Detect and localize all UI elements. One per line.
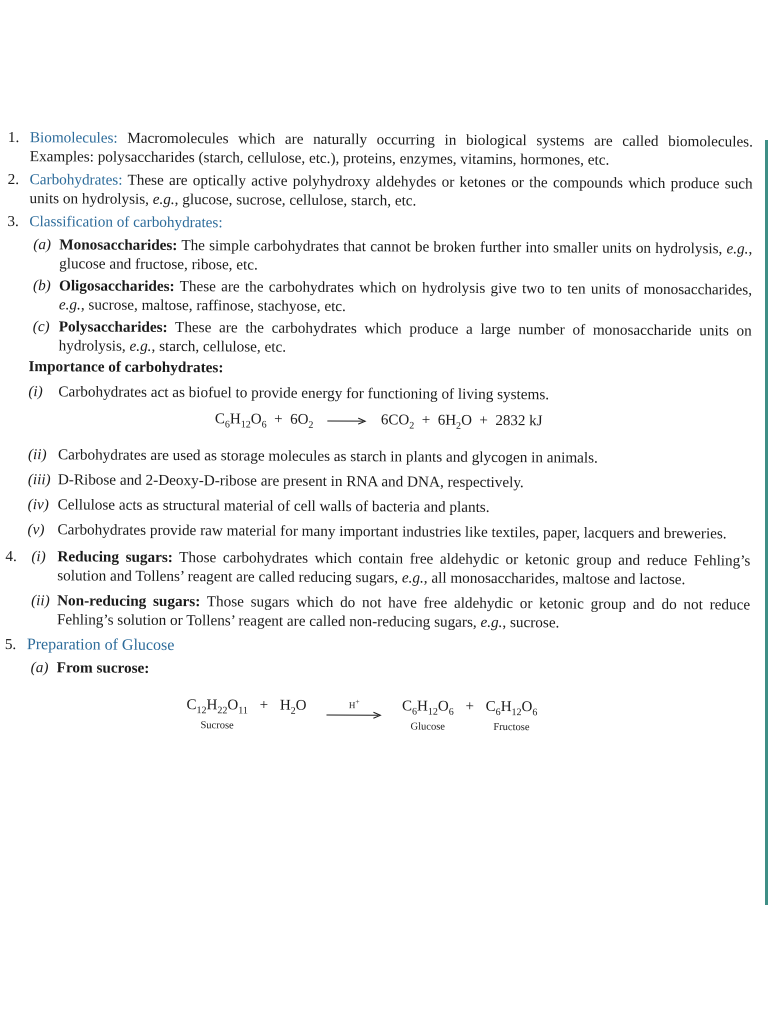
classification-oligosaccharides [33, 276, 752, 318]
eq-plus: + [479, 412, 488, 429]
importance-point [27, 520, 750, 543]
formula-caption: Sucrose [200, 720, 234, 732]
eq-text: H [229, 411, 241, 428]
formula-caption: Glucose [410, 721, 446, 733]
sugar-non-reducing [5, 591, 750, 634]
item-preparation-glucose [5, 635, 750, 659]
item-heading: Carbohydrates: [29, 171, 123, 189]
point-text: Carbohydrates provide raw material for many important industries like textiles, paper, lacquers and breweries. [57, 521, 727, 543]
sub-text: , starch, cellulose, etc. [151, 337, 287, 356]
reagent-text: H [348, 700, 356, 711]
sub-label: (c) [32, 318, 50, 336]
eq-plus [465, 698, 474, 717]
item-number: 4. [5, 547, 17, 566]
sub-text: , sucrose, maltose, raffinose, stachyose, etc. [80, 296, 346, 316]
eq-sub: 12 [511, 707, 522, 719]
importance-point [28, 470, 751, 493]
eg-abbrev: e.g. [152, 190, 175, 209]
eg-abbrev: e.g. [58, 296, 81, 314]
eq-text: C [401, 698, 413, 715]
eq-text: O [461, 412, 472, 429]
item-classification [7, 212, 752, 236]
reagent-label [326, 697, 382, 710]
reaction-condition [326, 697, 382, 720]
eq-sub: 12 [196, 705, 207, 717]
eq-text: 6H [437, 412, 457, 429]
item-carbohydrates [8, 170, 753, 213]
eq-text: 6CO [380, 412, 410, 429]
item-biomolecules [8, 128, 753, 171]
eg-abbrev: e.g. [129, 337, 152, 355]
importance-point [28, 445, 751, 468]
reagent-sup: + [355, 697, 360, 707]
water-formula [280, 697, 307, 721]
eq-text: C [214, 411, 225, 428]
sub-label: (a) [33, 236, 52, 254]
formula-caption: Fructose [493, 721, 530, 734]
eq-sub: 2 [290, 705, 296, 717]
eq-text: C [485, 698, 496, 715]
item-number: 3. [7, 212, 19, 231]
sub-term: From sucrose: [56, 659, 150, 677]
sucrose-formula [186, 696, 248, 732]
eq-sub: 6 [448, 706, 454, 718]
item-number: 1. [7, 128, 20, 147]
point-label: (i) [28, 383, 43, 401]
eq-text: O [250, 411, 262, 428]
eq-plus-text: + [465, 698, 475, 715]
eq-sub: 11 [238, 705, 248, 717]
sub-text: Those sugars which do not have free aldehydic or ketonic group and do not reduce Fehling’s solution or Tollens’ reagent are called non-reducing sugars, [56, 593, 751, 631]
classification-monosaccharides [33, 235, 752, 277]
respiration-equation [6, 409, 751, 438]
item-text: Macromolecules which are naturally occurring in biological systems are called biomolecules. Examples: polysaccharides (starch, cellulose, etc.), proteins, enzymes, vitamins, hormones, etc. [29, 129, 753, 169]
importance-point [28, 495, 751, 518]
eq-sub: 6 [224, 419, 230, 431]
eq-text: O [227, 697, 239, 714]
sub-text: , glucose and fructose, ribose, etc. [59, 240, 753, 274]
point-label: (v) [27, 521, 45, 539]
sub-text: These are the carbohydrates which on hydrolysis give two to ten units of monosaccharides, [174, 278, 753, 299]
eq-sub: 2 [456, 420, 462, 432]
eq-plus-text: + [259, 697, 269, 714]
fructose-formula [486, 698, 538, 734]
eq-plus: + [421, 412, 431, 429]
sub-label: (b) [32, 277, 51, 295]
eq-text: O [295, 697, 307, 714]
glucose-formula [402, 697, 454, 733]
eq-text: H [417, 698, 428, 715]
eq-sub: 6 [411, 706, 418, 718]
eq-sub: 6 [532, 707, 538, 719]
reaction-arrow-icon [327, 416, 367, 426]
sugar-reducing [5, 547, 750, 590]
sucrose-hydrolysis-equation [4, 695, 749, 736]
item-number: 2. [7, 170, 20, 189]
point-text: Carbohydrates act as biofuel to provide energy for functioning of living systems. [58, 383, 550, 404]
reaction-arrow-icon [326, 710, 382, 720]
importance-heading: Importance of carbohydrates: [28, 358, 224, 377]
eq-plus: + [274, 411, 283, 428]
importance-point [28, 382, 751, 405]
eq-text: H [500, 699, 512, 716]
sub-text: , sucrose. [502, 614, 560, 632]
eq-sub: 22 [217, 705, 228, 717]
item-text: , glucose, sucrose, cellulose, starch, etc. [174, 191, 417, 210]
notes-content [4, 128, 753, 748]
point-label: (iv) [27, 496, 49, 514]
sub-term: Non-reducing sugars: [57, 592, 201, 611]
eq-text: 6O [290, 411, 309, 428]
sub-term: Monosaccharides: [59, 236, 178, 255]
eg-abbrev: e.g. [480, 613, 503, 632]
classification-polysaccharides [33, 317, 752, 359]
sub-text: Those carbohydrates which contain free aldehydic or ketonic group and reduce Fehling’s solution and Tollens’ reagent are called reducing sugars, [57, 549, 751, 587]
sub-text: , all monosaccharides, maltose and lactose. [423, 569, 686, 589]
item-number: 5. [4, 635, 17, 654]
eq-sub: 12 [427, 706, 438, 718]
item-heading: Classification of carbohydrates: [29, 213, 223, 232]
eg-abbrev: e.g. [726, 240, 749, 258]
item-sugars [5, 547, 750, 634]
point-text: Carbohydrates are used as storage molecules as starch in plants and glycogen in animals. [57, 446, 598, 467]
item-heading: Preparation of Glucose [26, 636, 175, 655]
eq-sub: 2 [308, 419, 314, 431]
sub-text: These are the carbohydrates which produce a large number of monosaccharide units on hydrolysis, [58, 318, 752, 355]
point-text: Cellulose acts as structural material of cell walls of bacteria and plants. [57, 496, 490, 516]
eq-text: O [437, 698, 449, 715]
point-text: D-Ribose and 2-Deoxy-D-ribose are present in RNA and DNA, respectively. [57, 471, 524, 492]
eq-text: H [279, 697, 291, 714]
item-heading: Biomolecules: [29, 129, 118, 147]
eq-sub: 12 [240, 419, 251, 431]
eq-sub: 6 [495, 706, 501, 719]
sub-text: The simple carbohydrates that cannot be broken further into smaller units on hydrolysis, [177, 237, 727, 258]
point-label: (ii) [27, 446, 47, 464]
sub-term: Polysaccharides: [58, 318, 168, 336]
sub-label: (i) [31, 548, 46, 566]
sub-label: (ii) [31, 592, 50, 610]
eq-text: C [186, 697, 197, 714]
item-text: These are optically active polyhydroxy aldehydes or ketones or the compounds which produce such units on hydrolysis, [29, 171, 753, 208]
sub-label: (a) [30, 659, 49, 677]
eq-text: H [206, 697, 218, 714]
sub-term: Oligosaccharides: [58, 277, 175, 296]
eq-sub: 2 [409, 420, 415, 432]
sub-term: Reducing sugars: [57, 548, 173, 567]
point-label: (iii) [27, 471, 51, 489]
eq-text: O [521, 699, 533, 716]
prep-from-sucrose [31, 658, 750, 681]
eq-text: 2832 kJ [495, 412, 543, 430]
eg-abbrev: e.g. [401, 569, 424, 587]
eq-sub: 6 [261, 419, 267, 431]
eq-plus [260, 697, 269, 716]
